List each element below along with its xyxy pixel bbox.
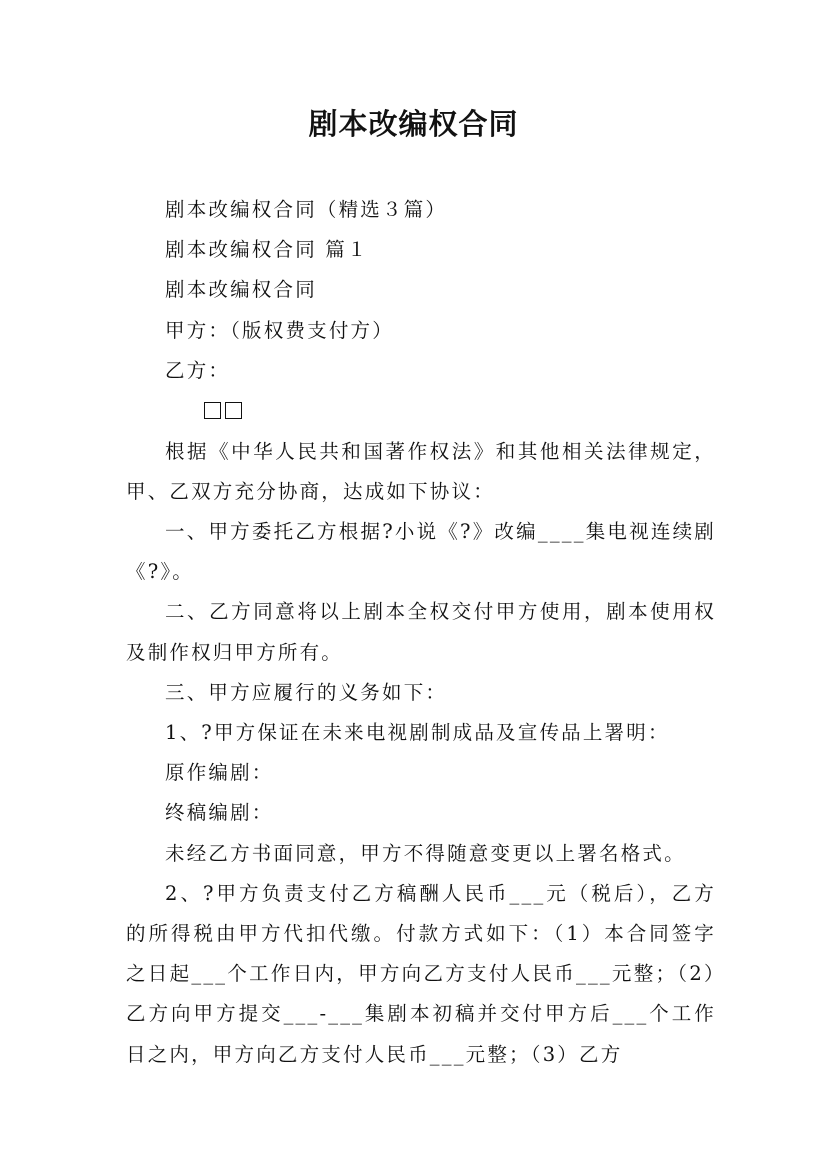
- empty-box-icon: [204, 402, 221, 419]
- paragraph-part-heading: 剧本改编权合同 篇１: [165, 238, 369, 262]
- paragraph-clause-2: 二、乙方同意将以上剧本全权交付甲方使用，剧本使用权及制作权归甲方所有。: [126, 600, 716, 664]
- paragraph-party-b: 乙方：: [165, 358, 231, 382]
- paragraph-original-writer: 原作编剧：: [165, 761, 274, 785]
- paragraph-subtitle: 剧本改编权合同（精选３篇）: [165, 198, 448, 221]
- empty-box-icon: [225, 402, 242, 419]
- paragraph-clause-3-heading: 三、甲方应履行的义务如下：: [165, 680, 448, 704]
- paragraph-clause-3-1: 1、?甲方保证在未来电视剧制成品及宣传品上署明：: [165, 721, 670, 745]
- paragraph-party-a: 甲方：（版权费支付方）: [165, 318, 394, 342]
- placeholder-boxes: [165, 391, 246, 431]
- document-title: 剧本改编权合同: [308, 107, 519, 141]
- paragraph-clause-1: 一、甲方委托乙方根据?小说《?》改编____集电视连续剧《?》。: [126, 520, 716, 584]
- placeholder-boxes-line: [126, 391, 716, 432]
- paragraph-preamble: 根据《中华人民共和国著作权法》和其他相关法律规定，甲、乙双方充分协商，达成如下协议：: [126, 439, 716, 503]
- paragraph-clause-3-2: 2、?甲方负责支付乙方稿酬人民币___元（税后），乙方的所得税由甲方代扣代缴。付款方式如下：（1）本合同签字之日起___个工作日内，甲方向乙方支付人民币___元整；（2）乙方向甲方提交___-___集剧本初稿并交付甲方后___个工作日之内，甲方向乙方支付人民币___元整；（3）乙方: [126, 881, 716, 1066]
- paragraph-final-writer: 终稿编剧：: [165, 801, 274, 825]
- paragraph-signature-format: 未经乙方书面同意，甲方不得随意变更以上署名格式。: [165, 841, 686, 865]
- paragraph-contract-name: 剧本改编权合同: [165, 278, 317, 302]
- document-body: [126, 190, 716, 1075]
